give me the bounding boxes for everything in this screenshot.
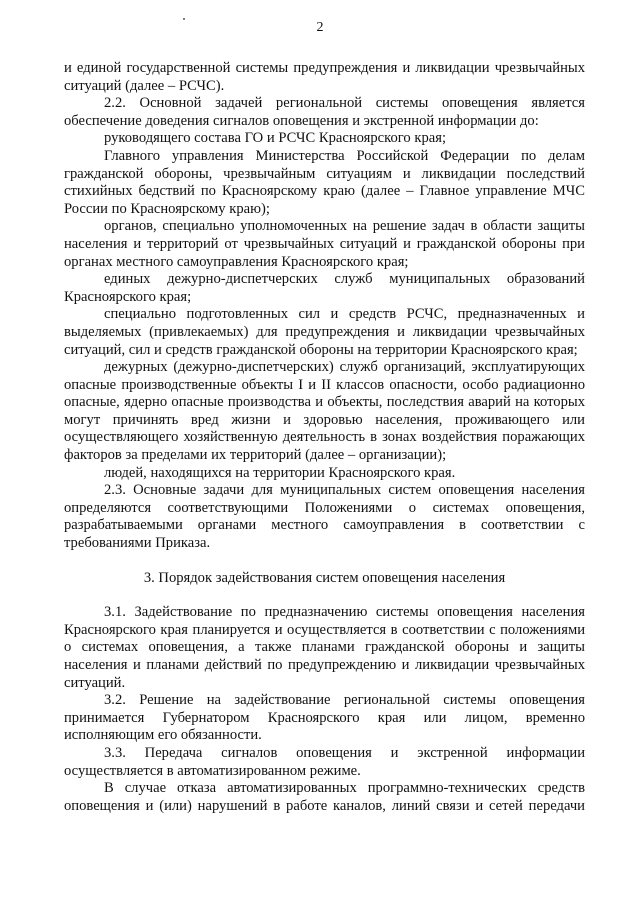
paragraph: единых дежурно-диспетчерских служб муниципальных образований Красноярского края;	[64, 271, 585, 305]
paragraph: руководящего состава ГО и РСЧС Красноярского края;	[104, 130, 447, 147]
paragraph: специально подготовленных сил и средств РСЧС, предназначенных и выделяемых (привлекаемых) для предупреждения и ликвидации чрезвычайных ситуаций, сил и средств гражданской обороны на территории Красноярского края;	[64, 306, 585, 358]
paragraph: и единой государственной системы предупреждения и ликвидации чрезвычайных ситуаций (далее – РСЧС).	[64, 60, 585, 94]
page-number: 2	[316, 20, 324, 35]
paragraph: 3.3. Передача сигналов оповещения и экстренной информации осуществляется в автоматизированном режиме.	[64, 744, 585, 779]
paragraph: людей, находящихся на территории Красноярского края.	[104, 464, 456, 481]
paragraph: Главного управления Министерства Российской Федерации по делам гражданской обороны, чрезвычайным ситуациям и ликвидации последствий стихийных бедствий по Красноярскому краю (далее – Главное управление МЧС России по Красноярскому краю);	[64, 147, 585, 217]
section-heading: 3. Порядок задействования систем оповещения населения	[143, 569, 506, 586]
paragraph: В случае отказа автоматизированных программно-технических средств оповещения и (или) нарушений в работе каналов, линий связи и сетей передачи	[64, 780, 585, 814]
paragraph: 3.2. Решение на задействование региональной системы оповещения принимается Губернатором Красноярского края или лицом, временно исполняющим его обязанности.	[64, 692, 585, 744]
paragraph: 2.3. Основные задачи для муниципальных систем оповещения населения определяются соответствующими Положениями о системах оповещения, разрабатываемыми органами местного самоуправления в соответствии с требованиями Приказа.	[64, 482, 585, 552]
paragraph: 2.2. Основной задачей региональной системы оповещения является обеспечение доведения сигналов оповещения и экстренной информации до:	[64, 95, 585, 129]
paragraph: органов, специально уполномоченных на решение задач в области защиты населения и территорий от чрезвычайных ситуаций и гражданской обороны при органах местного самоуправления Красноярского края;	[64, 218, 585, 270]
document-body	[64, 60, 585, 815]
paragraph: 3.1. Задействование по предназначению системы оповещения населения Красноярского края планируется и осуществляется в соответствии с положениями о системах оповещения, а также планами гражданской обороны и защиты населения и планами действий по предупреждению и ликвидации чрезвычайных ситуаций.	[64, 604, 585, 691]
paragraph: дежурных (дежурно-диспетчерских) служб организаций, эксплуатирующих опасные производственные объекты I и II классов опасности, особо радиационно опасные, ядерно опасные производства и объекты, последствия аварий на которых могут причинять вред жизни и здоровью населения, проживающего или осуществляющего хозяйственную деятельность в зонах воздействия поражающих факторов за пределами их территорий (далее – организации);	[64, 359, 585, 464]
